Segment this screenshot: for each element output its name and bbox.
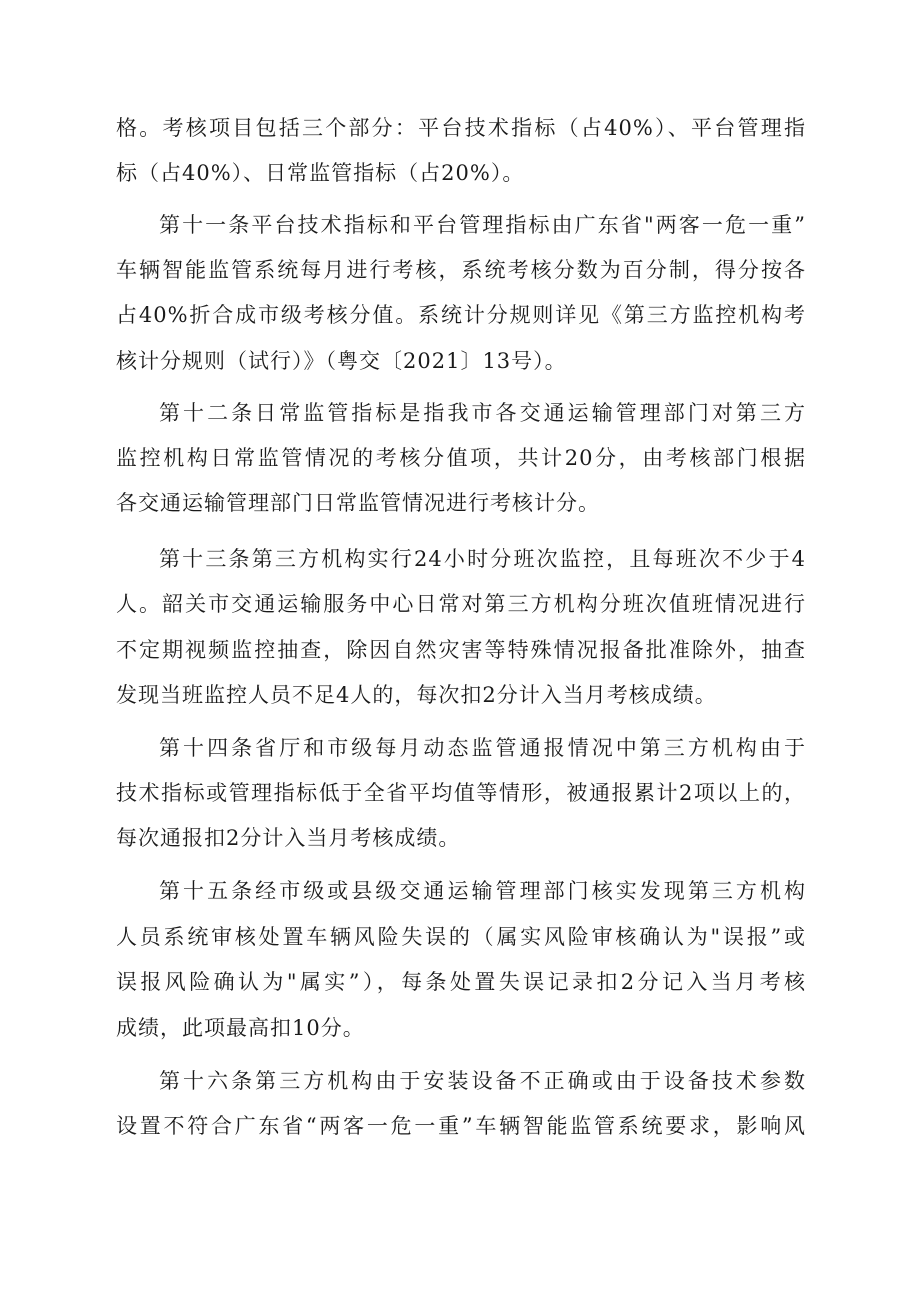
text-line: 监控机构日常监管情况的考核分值项，共计20分，由考核部门根据 <box>116 446 806 470</box>
text-line: 人。韶关市交通运输服务中心日常对第三方机构分班次值班情况进行 <box>116 592 806 616</box>
text-line: 格。考核项目包括三个部分：平台技术指标（占40%）、平台管理指 <box>116 116 806 140</box>
text-line: 技术指标或管理指标低于全省平均值等情形，被通报累计2项以上的， <box>116 781 806 805</box>
text-line: 各交通运输管理部门日常监管情况进行考核计分。 <box>116 491 600 515</box>
text-line: 误报风险确认为"属实”），每条处置失误记录扣2分记入当月考核 <box>116 970 806 994</box>
text-line: 核计分规则（试行）》（粤交〔2021〕13号）。 <box>116 349 567 373</box>
text-line: 每次通报扣2分计入当月考核成绩。 <box>116 826 461 850</box>
article-11-line: 第十一条平台技术指标和平台管理指标由广东省"两客一危一重” <box>159 213 806 237</box>
text-line: 人员系统审核处置车辆风险失误的（属实风险审核确认为"误报”或 <box>116 925 806 949</box>
article-14-line: 第十四条省厅和市级每月动态监管通报情况中第三方机构由于 <box>159 736 806 760</box>
text-line: 车辆智能监管系统每月进行考核，系统考核分数为百分制，得分按各 <box>116 258 806 282</box>
text-line: 不定期视频监控抽查，除因自然灾害等特殊情况报备批准除外，抽查 <box>116 638 806 662</box>
article-15-line: 第十五条经市级或县级交通运输管理部门核实发现第三方机构 <box>159 879 806 903</box>
text-line: 标（占40%）、日常监管指标（占20%）。 <box>116 161 525 185</box>
article-13-line: 第十三条第三方机构实行24小时分班次监控，且每班次不少于4 <box>159 547 806 571</box>
text-line: 占40%折合成市级考核分值。系统计分规则详见《第三方监控机构考 <box>116 303 806 327</box>
text-line: 设置不符合广东省“两客一危一重”车辆智能监管系统要求，影响风 <box>116 1114 806 1138</box>
text-line: 成绩，此项最高扣10分。 <box>116 1016 365 1040</box>
text-line: 发现当班监控人员不足4人的，每次扣2分计入当月考核成绩。 <box>116 683 717 707</box>
article-12-line: 第十二条日常监管指标是指我市各交通运输管理部门对第三方 <box>159 401 806 425</box>
article-16-line: 第十六条第三方机构由于安装设备不正确或由于设备技术参数 <box>159 1069 806 1093</box>
